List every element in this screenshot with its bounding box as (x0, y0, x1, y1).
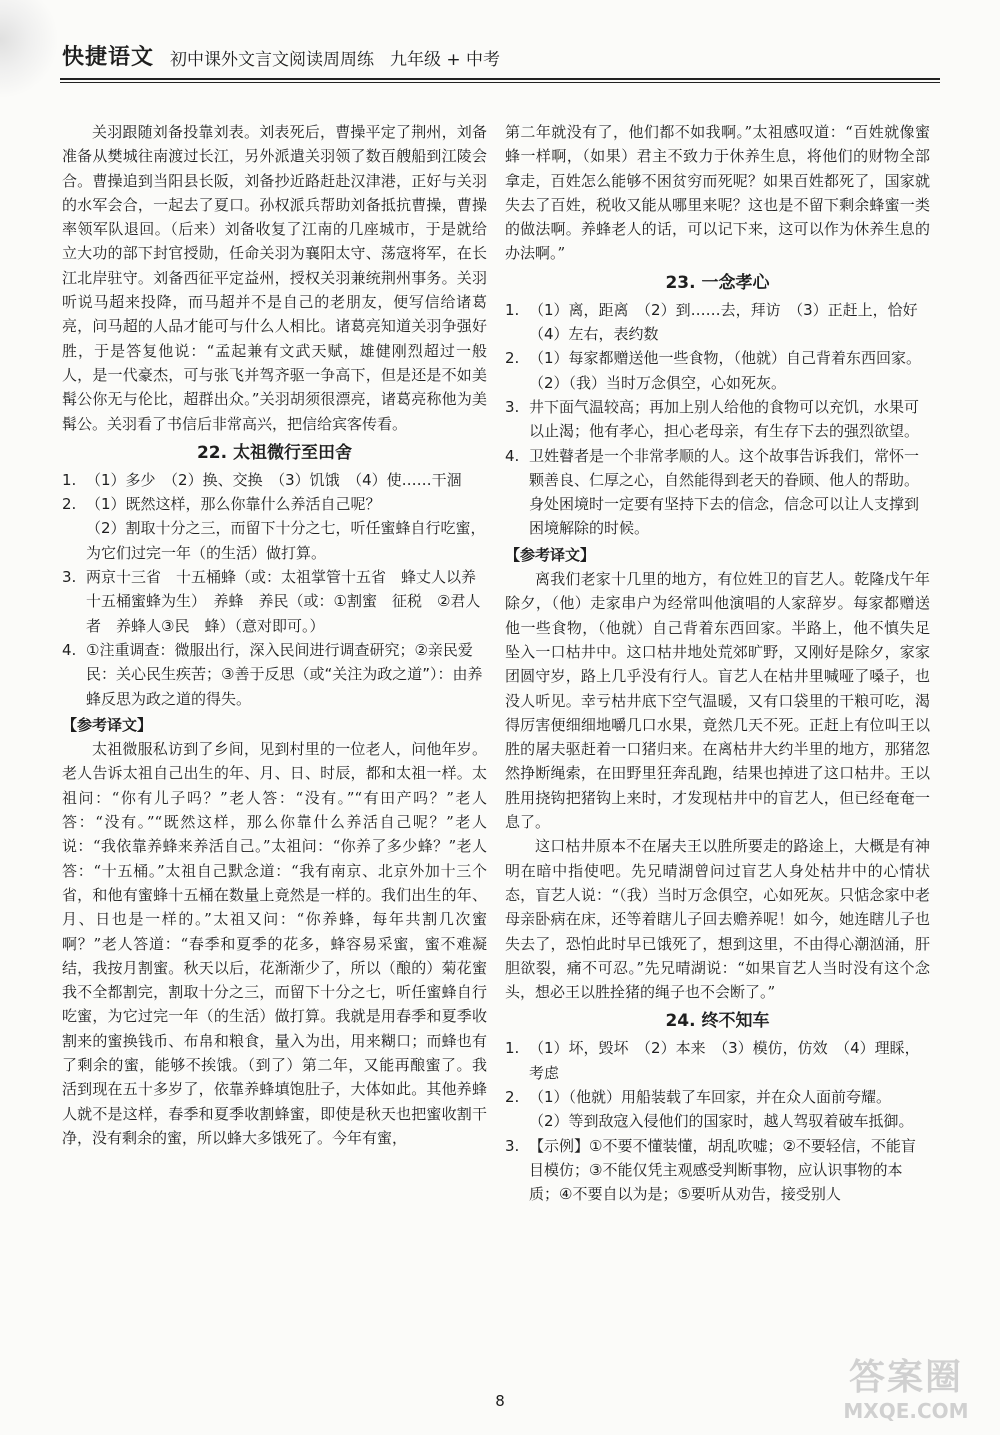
answer-item (505, 1085, 930, 1109)
answer-number: 2. (505, 349, 520, 368)
section-22-title: 22. 太祖微行至田舍 (196, 442, 353, 463)
answer-text: 两京十三省 十五桶蜂（或：太祖掌管十五省 蜂丈人以养十五桶蜜蜂为生） 养蜂 养民（或：①割蜜 征税 ②君人者 养蜂人③民 蜂）（意对即可。） (86, 568, 481, 635)
answer-item (62, 516, 487, 565)
section-24-title: 24. 终不知车 (665, 1011, 770, 1032)
translation-paragraph: 太祖微服私访到了乡间，见到村里的一位老人，问他年岁。老人告诉太祖自己出生的年、月、日、时辰，都和太祖一样。太祖问：“你有儿子吗？”老人答：“没有。”“有田产吗？”老人答：“没有。”“既然这样，那么你靠什么养活自己呢？”老人说：“我依靠养蜂来养活自己。”太祖问：“你养了多少蜂？”老人答：“十五桶。”太祖自己默念道：“我有南京、北京外加十三个省，和他有蜜蜂十五桶在数量上竟然是一样的。我们出生的年、月、日也是一样的。”太祖又问：“你养蜂，每年共割几次蜜啊？”老人答道：“春季和夏季的花多，蜂容易采蜜，蜜不难凝结，我按月割蜜。秋天以后，花渐渐少了，所以（酿的）菊花蜜我不全都割完，割取十分之三，而留下十分之七，听任蜜蜂自行吃蜜，为它过完一年（的生活）做打算。我就是用春季和夏季收割来的蜜换钱币、布帛和粮食，量入为出，用来糊口；而蜂也有了剩余的蜜，能够不挨饿。（到了）第二年，又能再酿蜜了。我活到现在五十多岁了，依靠养蜂填饱肚子，大体如此。其他养蜂人就不是这样，春季和夏季收割蜂蜜，即使是秋天也把蜜收割干净，没有剩余的蜜，所以蜂大多饿死了。今年有蜜， (62, 740, 487, 1147)
reference-translation-tag: 【参考译文】 (505, 545, 596, 564)
brand-title: 快捷语文 (62, 45, 155, 70)
page-number: 8 (495, 1392, 505, 1410)
answer-number (505, 1109, 529, 1133)
answer-number: 3. (505, 1136, 520, 1155)
series-name: 初中课外文言文阅读周周练 (170, 50, 374, 70)
answer-number: 2. (62, 495, 77, 514)
answer-text: （1）离，距离 （2）到……去，拜访 （3）正赶上，恰好 （4）左右，表约数 (529, 300, 933, 344)
answer-item (62, 468, 487, 492)
answer-item (505, 1036, 930, 1085)
answer-number: 3. (62, 568, 77, 587)
answer-text: （1）（他就）用船装载了车回家，并在众人面前夸耀。 (529, 1087, 892, 1106)
answer-number: 4. (62, 640, 77, 659)
answer-number (62, 516, 86, 565)
intro-translation: 关羽跟随刘备投靠刘表。刘表死后，曹操平定了荆州，刘备准备从樊城往南渡过长江，另外派遣关羽领了数百艘船到江陵会合。曹操追到当阳县长阪，刘备抄近路赶赴汉津港，正好与关羽的水军会合，一起去了夏口。孙权派兵帮助刘备抵抗曹操，曹操率领军队退回。（后来）刘备收复了江南的几座城市，于是就给立大功的部下封官授勋，任命关羽为襄阳太守、荡寇将军，在长江北岸驻守。刘备西征平定益州，授权关羽兼统荆州事务。关羽听说马超来投降，而马超并不是自己的老朋友，便写信给诸葛亮，问马超的人品才能可与什么人相比。诸葛亮知道关羽争强好胜，于是答复他说：“孟起兼有文武天赋，雄健刚烈超过一般人，是一代豪杰，可与张飞并驾齐驱一争高下，但是还是不如美髯公你无与伦比，超群出众。”关羽胡须很漂亮，诸葛亮称他为美髯公。关羽看了书信后非常高兴，把信给宾客传看。 (62, 123, 487, 433)
series-title (170, 45, 500, 70)
answer-number (505, 371, 529, 395)
right-column (505, 120, 933, 1206)
watermark-logo (826, 1357, 986, 1431)
answer-text: 【示例】①不要不懂装懂，胡乱吹嘘；②不要轻信，不能盲目模仿；③不能仅凭主观感受判断事物，应认识事物的本质；④不要自以为是；⑤要听从劝告，接受别人 (529, 1136, 916, 1204)
header-rule (60, 78, 940, 80)
answer-text: （1）既然这样，那么你靠什么养活自己呢？ (86, 495, 381, 514)
answer-item (505, 444, 930, 541)
section-23-title: 23. 一念孝心 (665, 272, 770, 293)
left-column (62, 120, 487, 1150)
answer-number: 2. (505, 1087, 520, 1106)
answer-text: 卫姓瞽者是一个非常孝顺的人。这个故事告诉我们，常怀一颗善良、仁厚之心，自然能得到老天的眷顾、他人的帮助。身处困境时一定要有坚持下去的信念，信念可以让人支撑到困境解除的时候。 (529, 446, 920, 538)
answer-text: （2）割取十分之三，而留下十分之七，听任蜜蜂自行吃蜜，为它们过完一年（的生活）做打算。 (86, 519, 486, 562)
answer-item (505, 395, 930, 444)
answer-text: （1）每家都赠送他一些食物，（他就）自己背着东西回家。 (529, 349, 922, 368)
answer-number: 1. (505, 1039, 520, 1058)
translation-paragraph: 离我们老家十几里的地方，有位姓卫的盲艺人。乾隆戊午年除夕，（他）走家串户为经常叫他演唱的人家辞岁。每家都赠送他一些食物，（他就）自己背着东西回家。半路上，他不慎失足坠入一口枯井中。这口枯井地处荒郊旷野，又刚好是除夕，家家团圆守岁，路上几乎没有行人。盲艺人在枯井里喊哑了嗓子，也没人听见。幸亏枯井底下空气温暖，又有口袋里的干粮可吃，渴得厉害便细细地嚼几口水果，竟然几天不死。正赶上有位叫王以胜的屠夫驱赶着一口猪归来。在离枯井大约半里的地方，那猪忽然挣断绳索，在田野里狂奔乱跑，结果也掉进了这口枯井。王以胜用挠钩把猪钩上来时，才发现枯井中的盲艺人，但已经奄奄一息了。 (505, 570, 930, 832)
answer-number: 3. (505, 397, 520, 416)
answer-item (505, 298, 933, 347)
answer-number: 1. (62, 470, 77, 489)
answer-text: ①注重调查：微服出行，深入民间进行调查研究；②亲民爱民：关心民生疾苦；③善于反思（或“关注为政之道”）：由养蜂反思为政之道的得失。 (86, 640, 483, 708)
answer-text: （1）多少 （2）换、交换 （3）饥饿 （4）使……干涸 (86, 470, 462, 489)
translation-continuation: 第二年就没有了，他们都不如我啊。”太祖感叹道：“百姓就像蜜蜂一样啊，（如果）君主不致力于休养生息，将他们的财物全部拿走，百姓怎么能够不困贫穷而死呢？如果百姓都死了，国家就失去了百姓，税收又能从哪里来呢？这也是不留下剩余蜂蜜一类的做法啊。养蜂老人的话，可以记下来，这可以作为休养生息的办法啊。” (505, 123, 930, 263)
answer-item (62, 638, 487, 711)
answer-item (505, 1134, 930, 1207)
answer-number: 4. (505, 446, 520, 465)
translation-paragraph: 这口枯井原本不在屠夫王以胜所要走的路途上，大概是有神明在暗中指使吧。先兄晴湖曾问过盲艺人身处枯井中的心情状态，盲艺人说：“（我）当时万念俱空，心如死灰。只惦念家中老母亲卧病在床，还等着瞎儿子回去赡养呢！如今，她连瞎儿子也失去了，恐怕此时早已饿死了，想到这里，不由得心潮汹涌，肝胆欲裂，痛不可忍。”先兄晴湖说：“如果盲艺人当时没有这个念头，想必王以胜拴猪的绳子也不会断了。” (505, 837, 930, 1002)
reference-translation-tag: 【参考译文】 (62, 715, 153, 734)
answer-item (505, 346, 930, 370)
watermark-text: 答案圈 (848, 1357, 963, 1398)
watermark-url: MXQE.COM (843, 1399, 969, 1423)
answer-number: 1. (505, 300, 520, 319)
grade-label: 九年级 + 中考 (390, 50, 501, 70)
answer-text: （2）等到敌寇入侵他们的国家时，越人驾驭着破车抵御。 (529, 1112, 914, 1131)
page-header (0, 0, 1000, 100)
answer-item (62, 492, 487, 516)
answer-text: （2）（我）当时万念俱空，心如死灰。 (529, 373, 787, 392)
header-rule-thin (60, 82, 940, 83)
answer-item (505, 1109, 930, 1133)
answer-item (62, 565, 487, 638)
corner-ornament (0, 0, 58, 100)
answer-text: 井下面气温较高；再加上别人给他的食物可以充饥，水果可以止渴；他有孝心，担心老母亲，有生存下去的强烈欲望。 (529, 397, 920, 441)
answer-item (505, 371, 930, 395)
answer-text: （1）坏，毁坏 （2）本来 （3）模仿，仿效 （4）理睬，考虑 (529, 1039, 920, 1082)
